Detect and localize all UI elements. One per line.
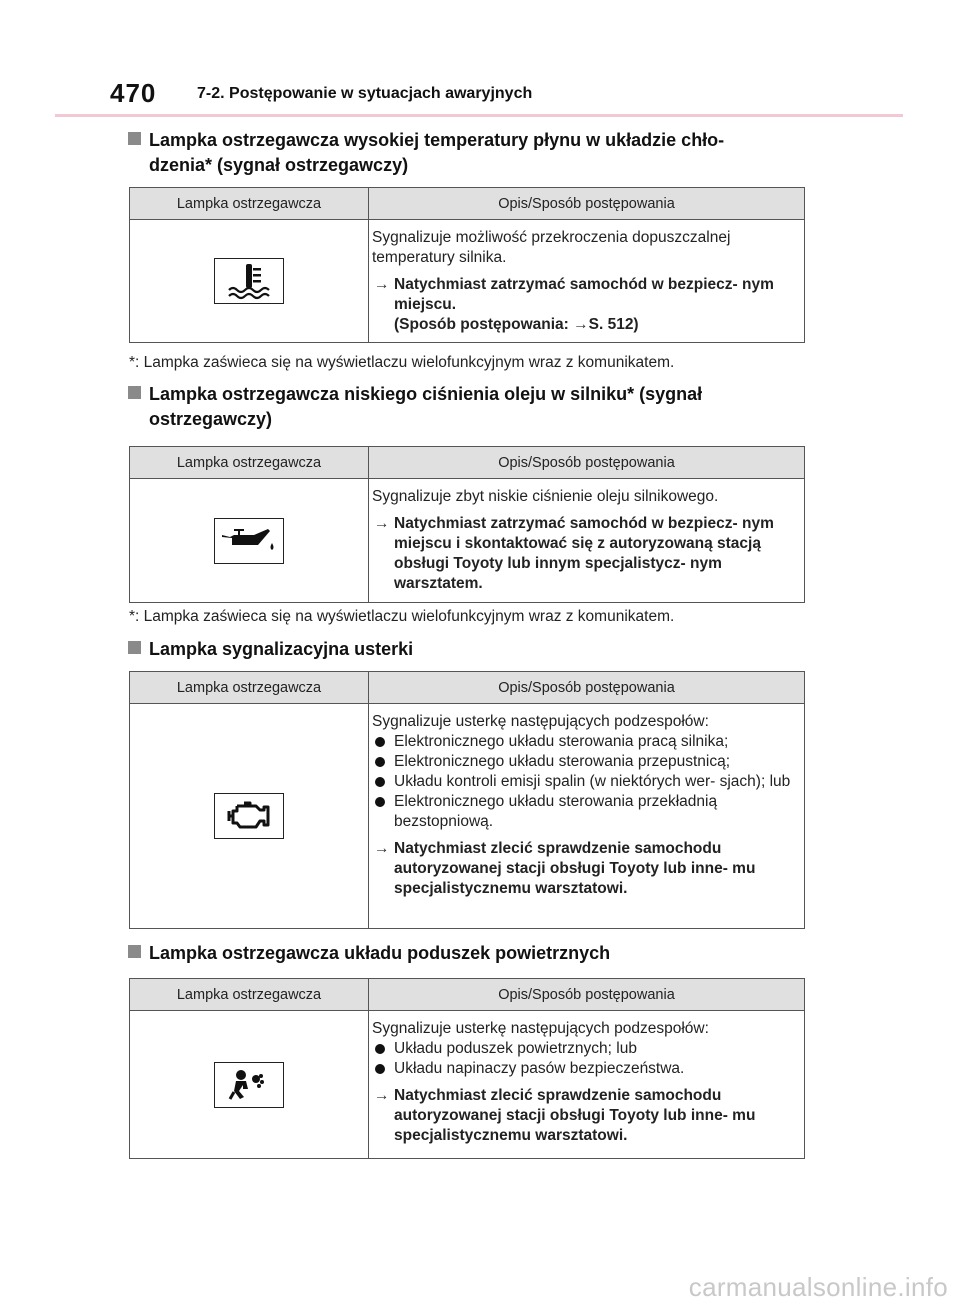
table-header [130, 447, 804, 479]
table-row [130, 1011, 804, 1158]
description-text: Sygnalizuje zbyt niskie ciśnienie oleju silnikowego. [372, 488, 719, 505]
arrow-icon: → [374, 515, 390, 532]
arrow-icon: → [374, 276, 390, 293]
coolant-temperature-icon [214, 258, 284, 304]
action-instruction: → Natychmiast zlecić sprawdzenie samochodu autoryzowanej stacji obsługi Toyoty lub inne- mu specjalistycznemu warsztatowi. [374, 840, 756, 897]
list-item: Elektronicznego układu sterowania przepustnicą; [372, 752, 794, 772]
col-header-lamp: Lampka ostrzegawcza [130, 672, 369, 703]
col-header-description: Opis/Sposób postępowania [498, 986, 675, 1003]
col-header-description: Opis/Sposób postępowania [498, 454, 675, 471]
footnote: *: Lampka zaświeca się na wyświetlaczu wielofunkcyjnym wraz z komunikatem. [129, 354, 675, 371]
col-header-description: Opis/Sposób postępowania [498, 195, 675, 212]
bullet-icon [372, 752, 394, 772]
table-airbag [129, 978, 805, 1159]
col-header-lamp: Lampka ostrzegawcza [130, 447, 369, 478]
table-row [130, 704, 804, 928]
square-bullet-icon [128, 945, 141, 958]
table-row [130, 479, 804, 602]
action-instruction: → Natychmiast zatrzymać samochód w bezpiecz- nym miejscu i skontaktować się z autoryzowaną stacją obsługi Toyoty lub innym specjalistycz- nym warsztatem. [374, 515, 774, 592]
section-title-coolant: Lampka ostrzegawcza wysokiej temperatury płynu w układzie chło- dzenia* (sygnał ostrzegawczy) [128, 128, 724, 178]
list-item: Elektronicznego układu sterowania przekładnią bezstopniową. [372, 792, 794, 832]
table-header [130, 672, 804, 704]
table-row [130, 220, 804, 342]
description-text: Sygnalizuje usterkę następujących podzespołów: [372, 1020, 709, 1037]
arrow-icon: → [374, 1087, 390, 1104]
square-bullet-icon [128, 386, 141, 399]
chapter-title: 7-2. Postępowanie w sytuacjach awaryjnych [197, 85, 533, 102]
list-item: Układu napinaczy pasów bezpieczeństwa. [372, 1059, 794, 1079]
table-oil [129, 446, 805, 603]
table-header [130, 979, 804, 1011]
table-malfunction [129, 671, 805, 929]
section-title-malfunction: Lampka sygnalizacyjna usterki [128, 637, 413, 662]
bullet-icon [372, 732, 394, 752]
square-bullet-icon [128, 641, 141, 654]
table-coolant [129, 187, 805, 343]
table-header [130, 188, 804, 220]
bullet-icon [372, 792, 394, 832]
description-text: Sygnalizuje usterkę następujących podzespołów: [372, 713, 709, 730]
col-header-description: Opis/Sposób postępowania [498, 679, 675, 696]
footnote: *: Lampka zaświeca się na wyświetlaczu wielofunkcyjnym wraz z komunikatem. [129, 608, 675, 625]
list-item: Elektronicznego układu sterowania pracą silnika; [372, 732, 794, 752]
check-engine-icon [214, 793, 284, 839]
page-reference-link[interactable]: S. 512) [588, 316, 639, 333]
bullet-icon [372, 1039, 394, 1059]
page-number: 470 [110, 78, 157, 108]
square-bullet-icon [128, 132, 141, 145]
header-divider [55, 114, 903, 117]
list-item: Układu kontroli emisji spalin (w niektórych wer- sjach); lub [372, 772, 794, 792]
action-instruction: → Natychmiast zatrzymać samochód w bezpiecz- nym miejscu. (Sposób postępowania: →S. 512) [374, 276, 774, 333]
list-item: Układu poduszek powietrznych; lub [372, 1039, 794, 1059]
action-instruction: → Natychmiast zlecić sprawdzenie samochodu autoryzowanej stacji obsługi Toyoty lub inne- mu specjalistycznemu warsztatowi. [374, 1087, 756, 1144]
section-title-oil: Lampka ostrzegawcza niskiego ciśnienia oleju w silniku* (sygnał ostrzegawczy) [128, 382, 702, 432]
page-header [110, 78, 905, 114]
description-text: Sygnalizuje możliwość przekroczenia dopuszczalnej temperatury silnika. [372, 229, 731, 266]
arrow-icon: → [374, 840, 390, 857]
watermark: carmanualsonline.info [688, 1272, 948, 1302]
airbag-icon [214, 1062, 284, 1108]
col-header-lamp: Lampka ostrzegawcza [130, 188, 369, 219]
oil-pressure-icon [214, 518, 284, 564]
bullet-icon [372, 1059, 394, 1079]
section-title-airbag: Lampka ostrzegawcza układu poduszek powietrznych [128, 941, 610, 966]
bullet-icon [372, 772, 394, 792]
col-header-lamp: Lampka ostrzegawcza [130, 979, 369, 1010]
